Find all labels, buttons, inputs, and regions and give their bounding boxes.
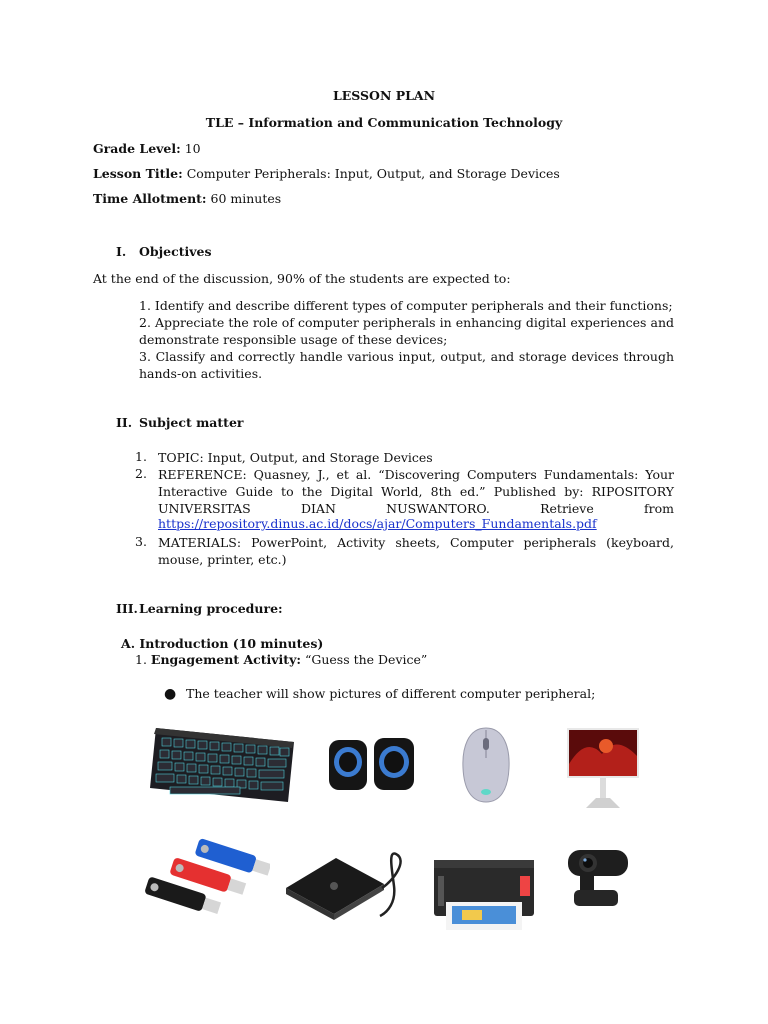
engagement-line — [135, 652, 427, 667]
engagement-value: “Guess the Device” — [304, 652, 428, 667]
grade-level-value: 10 — [184, 141, 201, 156]
time-allotment-label: Time Allotment: — [93, 191, 207, 206]
objectives-heading: Objectives — [139, 244, 212, 259]
reference-link[interactable]: https://repository.dinus.ac.id/docs/ajar/Computers_Fundamentals.pdf — [158, 516, 597, 531]
subject-item-text: REFERENCE: Quasney, J., et al. “Discovering Computers Fundamentals: Your Interactive Guide to the Digital World, 8th ed.” Published by: RIPOSITORY UNIVERSITAS DIAN NUSWANTORO. Retrieve from — [158, 467, 674, 516]
grade-level-line — [93, 141, 201, 156]
lesson-title-value: Computer Peripherals: Input, Output, and Storage Devices — [186, 166, 560, 181]
subject-item-text: MATERIALS: PowerPoint, Activity sheets, Computer peripherals (keyboard, mouse, printer, etc.) — [158, 535, 674, 567]
page-title: LESSON PLAN — [332, 88, 436, 103]
objective-item: 2. Appreciate the role of computer peripherals in enhancing digital experiences and demonstrate responsible usage of these devices; — [139, 315, 674, 347]
bullet-text: The teacher will show pictures of different computer peripheral; — [186, 686, 596, 701]
monitor-icon — [566, 726, 640, 810]
time-allotment-value: 60 minutes — [210, 191, 282, 206]
lesson-title-line — [93, 166, 560, 181]
subject-matter-numeral: II. — [116, 415, 133, 430]
objective-item: 1. Identify and describe different types of computer peripherals and their functions; — [139, 298, 673, 313]
subject-item-number: 1. — [135, 449, 147, 464]
subject-item-number: 3. — [135, 534, 147, 549]
speakers-icon — [326, 734, 418, 794]
introduction-heading: A. Introduction (10 minutes) — [121, 636, 324, 651]
objective-item: 3. Classify and correctly handle various input, output, and storage devices through hands-on activities. — [139, 349, 674, 381]
keyboard-icon — [148, 718, 298, 808]
engagement-label: Engagement Activity: — [150, 652, 301, 667]
objectives-intro: At the end of the discussion, 90% of the students are expected to: — [93, 271, 511, 286]
external-hard-drive-icon — [284, 850, 410, 922]
subject-item-text: TOPIC: Input, Output, and Storage Devices — [158, 450, 433, 465]
engagement-number: 1. — [135, 652, 147, 667]
grade-level-label: Grade Level: — [93, 141, 181, 156]
bullet-icon: ● — [164, 686, 177, 702]
subject-title: TLE – Information and Communication Technology — [205, 115, 563, 130]
procedure-numeral: III. — [116, 601, 138, 616]
usb-flash-drives-icon — [142, 834, 270, 934]
webcam-icon — [562, 848, 632, 910]
printer-icon — [432, 852, 536, 934]
mouse-icon — [460, 726, 512, 804]
time-allotment-line — [93, 191, 281, 206]
lesson-title-label: Lesson Title: — [93, 166, 183, 181]
subject-matter-heading: Subject matter — [139, 415, 244, 430]
procedure-heading: Learning procedure: — [139, 601, 283, 616]
subject-item-number: 2. — [135, 466, 147, 481]
objectives-numeral: I. — [116, 244, 127, 259]
